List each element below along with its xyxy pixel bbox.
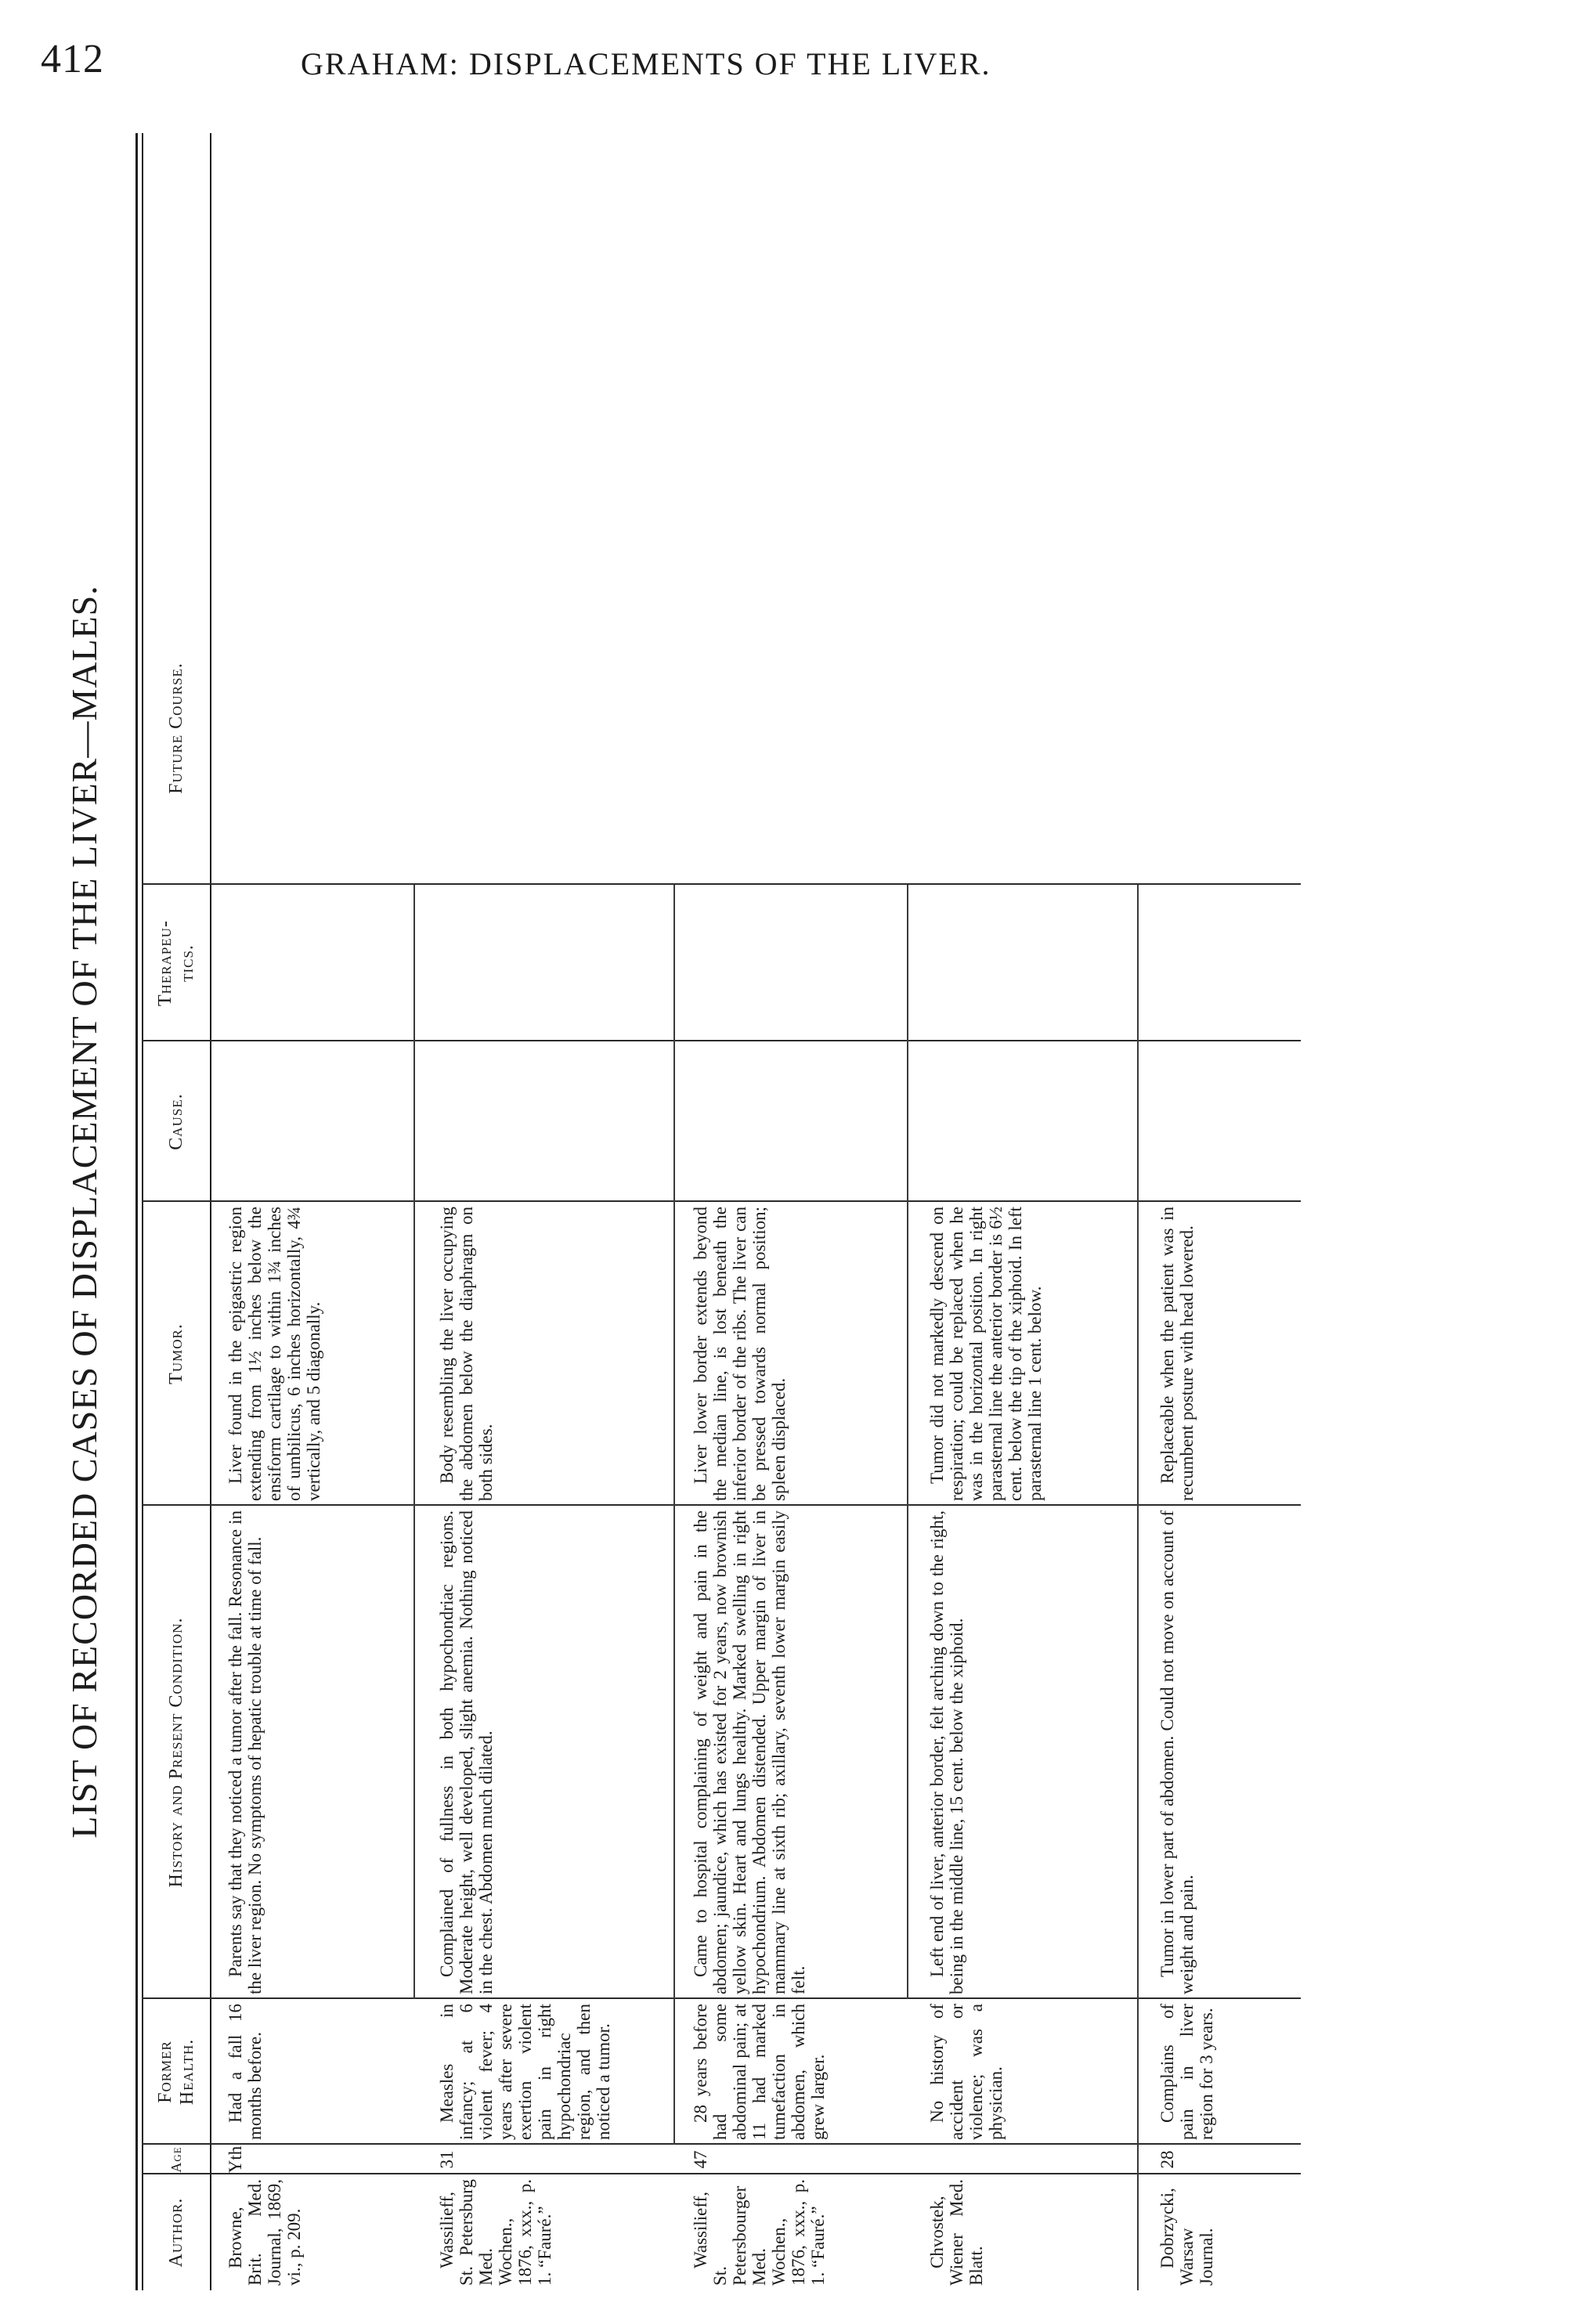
top-rule	[135, 133, 138, 2290]
table-title: LIST OF RECORDED CASES OF DISPLACEMENT OF THE LIVER—MALES.	[64, 585, 104, 1839]
page-number: 412	[41, 37, 104, 81]
cell-history: Left end of liver, anterior border, felt arching down to the right, being in the middle line, 15 cent. below the xiphoid.	[927, 1510, 966, 1994]
cell-author: Wassilieff, St. Petersbourger Med. Wochen., 1876, xxx., p. 1. “Fauré.”	[691, 2179, 828, 2286]
cell-former-health: Complains of pain in liver region for 3 years.	[1157, 2004, 1216, 2140]
header-author: Author.	[166, 2197, 186, 2268]
cell-tumor: Replaceable when the patient was in recumbent posture with head lowered.	[1157, 1207, 1197, 1501]
cell-age: Yth	[226, 2145, 245, 2174]
cell-history: Tumor in lower part of abdomen. Could not move on account of weight and pain.	[1157, 1510, 1197, 1994]
rotated-table	[47, 133, 1394, 2290]
cell-former-health: Measles in infancy; at 6 violent fever; 4 years after severe exertion violent pain in right hypochondriac region, and then noticed a tumor.	[437, 2004, 613, 2140]
cell-age: 28	[1157, 2150, 1177, 2169]
row-divider	[1137, 885, 1139, 2290]
cell-age: 47	[691, 2150, 710, 2169]
cell-history: Complained of fullness in both hypochondriac regions. Moderate height, well developed, slight anemia. Nothing noticed in the chest. Abdomen much dilated.	[437, 1510, 496, 1994]
row-divider	[413, 885, 415, 1999]
cell-history: Parents say that they noticed a tumor after the fall. Resonance in the liver region. No symptoms of hepatic trouble at time of fall.	[226, 1510, 265, 1994]
header-cause: Cause.	[166, 1093, 186, 1150]
cell-author: Wassilieff, St. Petersburg Med. Wochen., 1876, xxx., p. 1. “Fauré.”	[437, 2179, 554, 2286]
cell-tumor: Liver lower border extends beyond the median line, is lost beneath the inferior border of the ribs. The liver can be pressed towards normal position; spleen displaced.	[691, 1207, 789, 1501]
header-former-health: Former Health.	[155, 2038, 197, 2106]
col-divider	[142, 1040, 1301, 1041]
cell-history: Came to hospital complaining of weight and pain in the abdomen; jaundice, which has existed for 2 years, now brownish yellow skin. Heart and lungs healthy. Marked swelling in right hypochondrium. Abdomen distended. Upper margin of liver in mammary line at sixth rib; axillary, seventh lower margin easily felt.	[691, 1510, 808, 1994]
header-therapeutics: Therapeu-tics.	[155, 919, 197, 1007]
cell-former-health: 28 years before had some abdominal pain; at 11 had marked tumefaction in abdomen, which grew larger.	[691, 2004, 828, 2140]
cell-former-health: No history of accident or violence; was a physician.	[927, 2004, 1006, 2140]
cell-author: Chvostek, Wiener Med. Blatt.	[927, 2179, 986, 2286]
cell-author: Browne, Brit. Med. Journal, 1869, vi., p. 209.	[226, 2179, 304, 2286]
header-age: Age	[168, 2146, 184, 2173]
running-head: GRAHAM: DISPLACEMENTS OF THE LIVER.	[301, 46, 991, 81]
header-rule	[210, 133, 211, 2290]
row-divider	[907, 885, 908, 1999]
cell-former-health: Had a fall 16 months before.	[226, 2004, 265, 2140]
row-divider	[673, 885, 675, 2145]
cell-age: 31	[437, 2150, 457, 2169]
header-tumor: Tumor.	[166, 1323, 186, 1384]
cell-tumor: Tumor did not markedly descend on respiration; could be replaced when he was in the horizontal position. In right parasternal line the anterior border is 6½ cent. below the tip of the xiphoid. In left parasternal line 1 cent. below.	[927, 1207, 1045, 1501]
cell-tumor: Body resembling the liver occupying the abdomen below the diaphragm on both sides.	[437, 1207, 496, 1501]
cell-tumor: Liver found in the epigastric region extending from 1½ inches below the ensiform cartilage to within 1¾ inches of umbilicus, 6 inches horizontally, 4¾ vertically, and 5 diagonally.	[226, 1207, 323, 1501]
header-history: History and Present Condition.	[166, 1617, 186, 1888]
header-future-course: Future Course.	[166, 662, 186, 794]
cell-author: Dobrzycki, Warsaw Journal.	[1157, 2188, 1216, 2286]
col-divider	[142, 883, 1301, 885]
